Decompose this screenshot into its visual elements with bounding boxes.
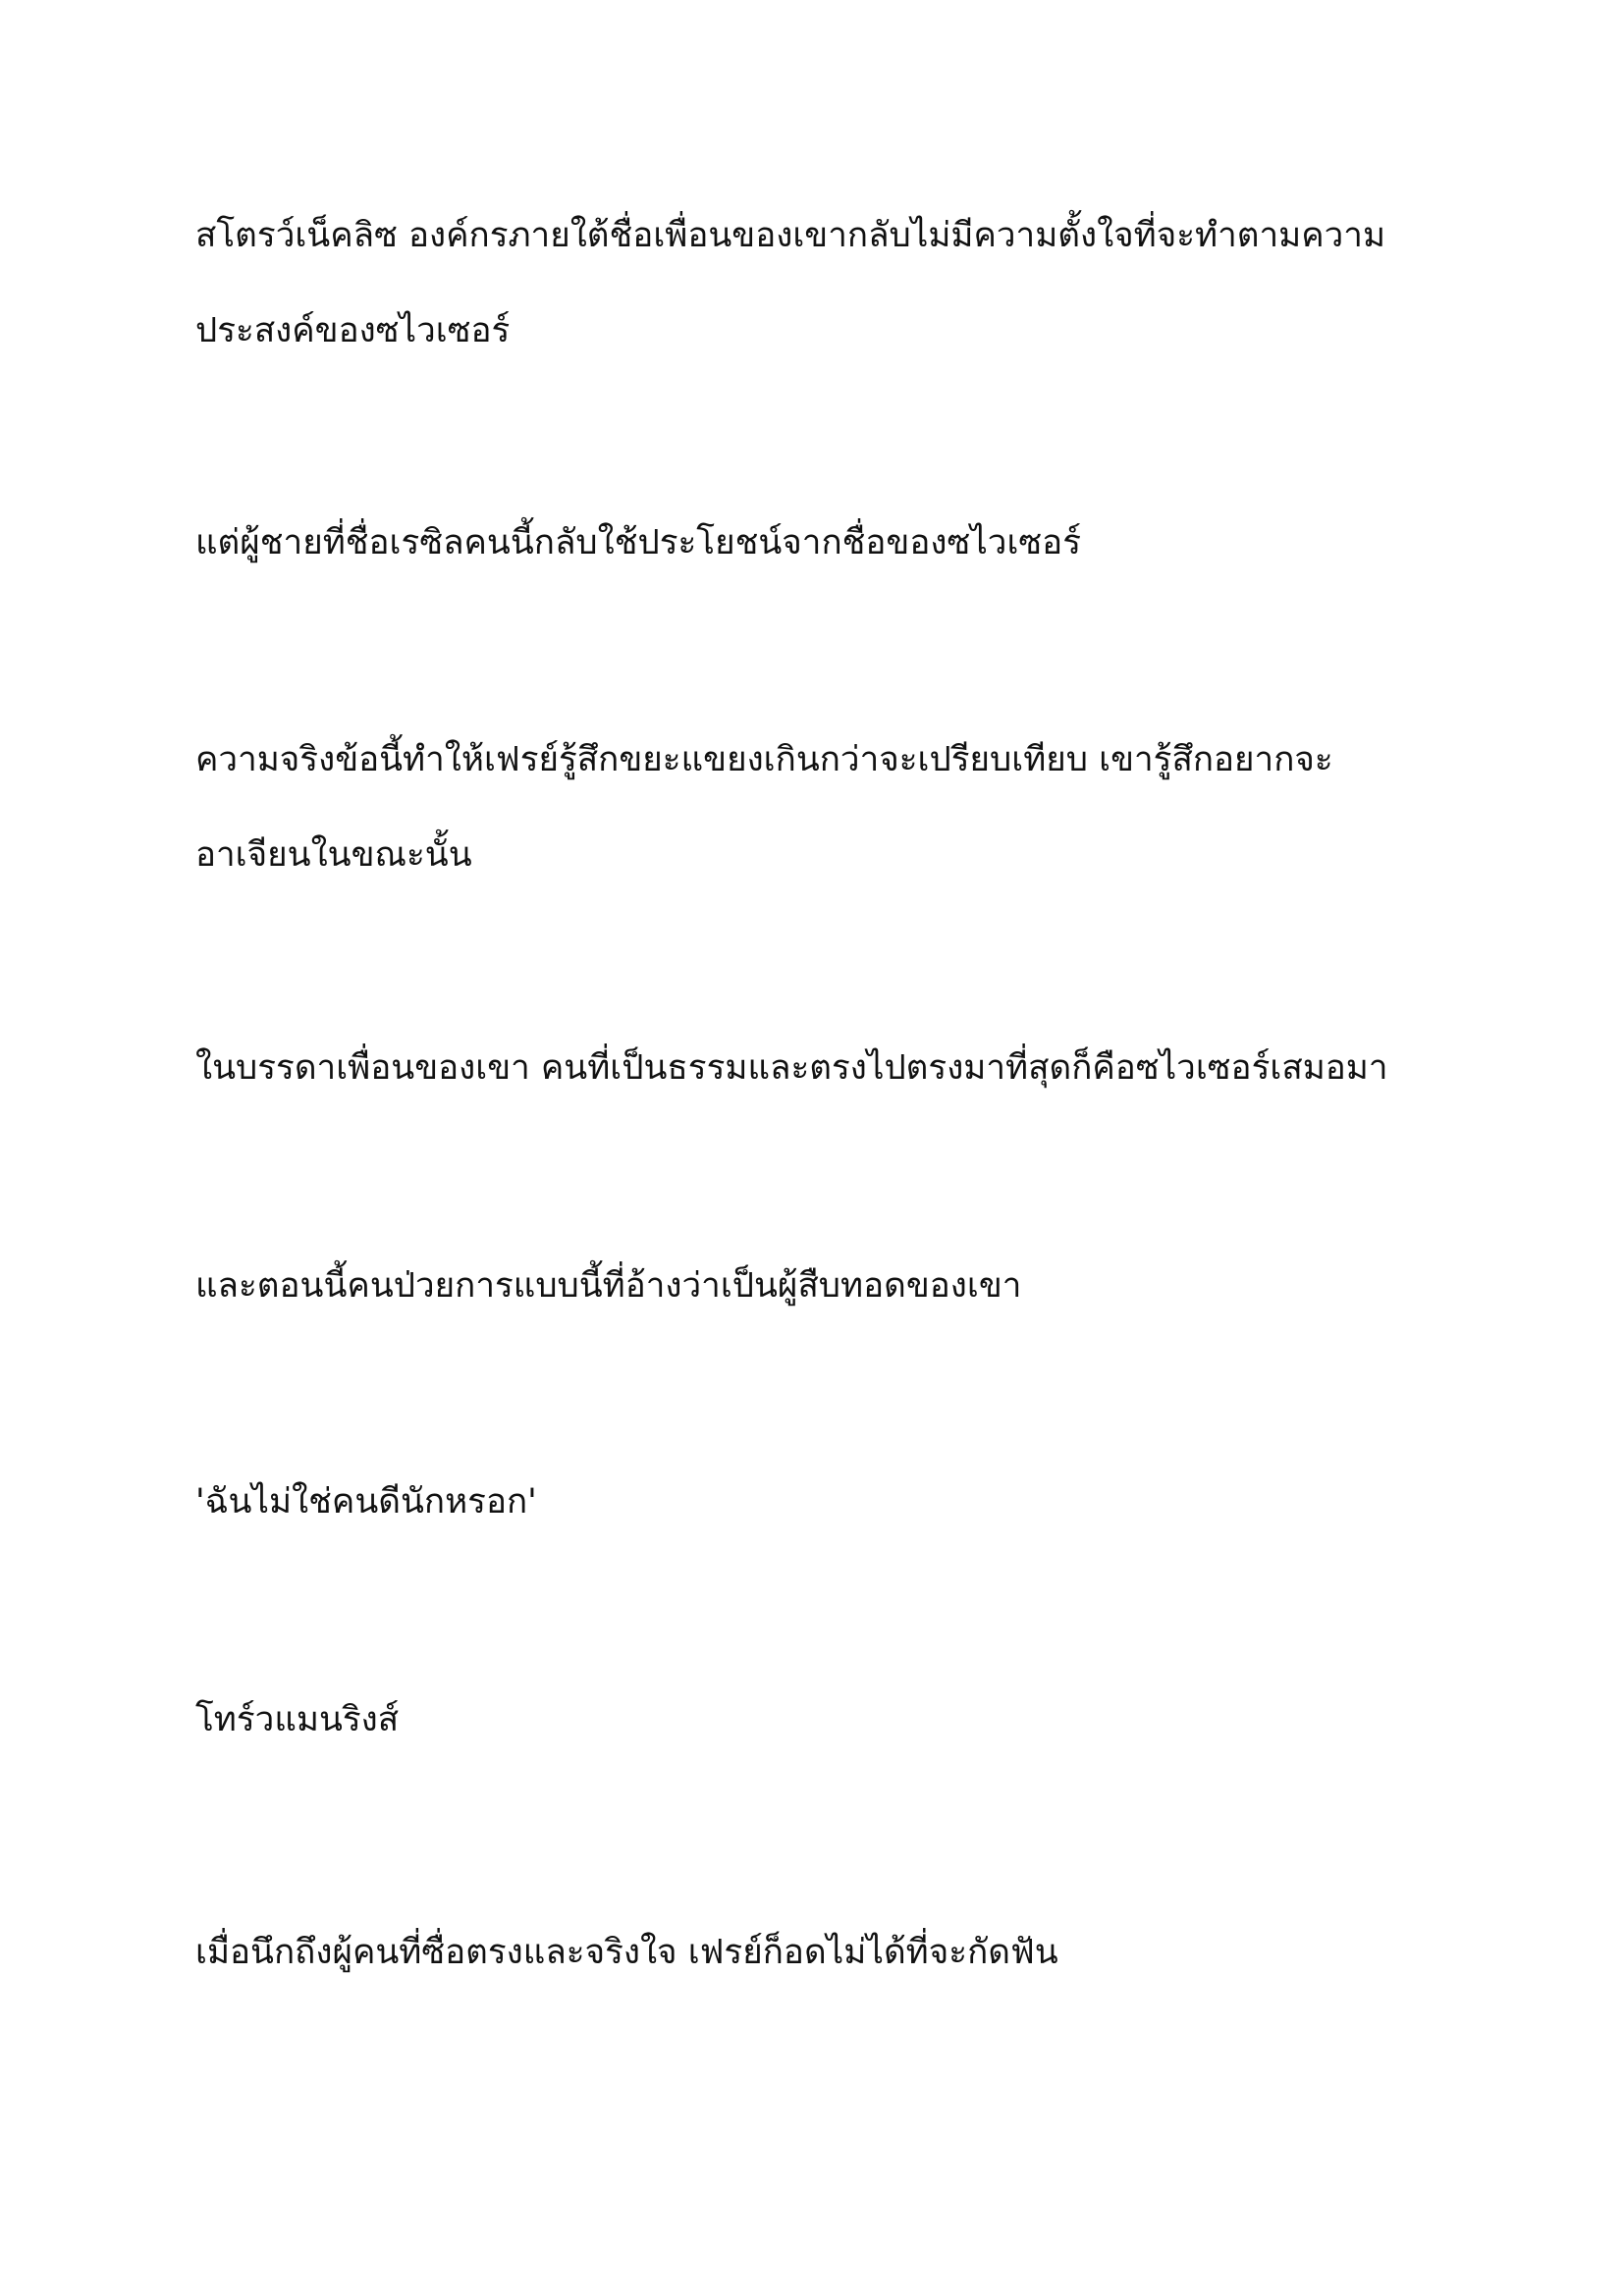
paragraph-8-line-1: เมื่อนึกถึงผู้คนที่ซื่อตรงและจริงใจ เฟรย์ก็อดไม่ได้ที่จะกัดฟัน xyxy=(195,1933,1058,1972)
paragraph-5 xyxy=(195,1239,1433,1334)
paragraph-7 xyxy=(195,1673,1433,1768)
paragraph-2 xyxy=(195,496,1433,591)
paragraph-4 xyxy=(195,1021,1433,1116)
paragraph-3-line-1: ความจริงข้อนี้ทำให้เฟรย์รู้สึกขยะแขยงเกินกว่าจะเปรียบเทียบ เขารู้สึกอยากจะ xyxy=(195,740,1333,779)
paragraph-3-line-2: อาเจียนในขณะนั้น xyxy=(195,835,472,875)
paragraph-1-line-2: ประสงค์ของซไวเซอร์ xyxy=(195,311,511,350)
paragraph-8 xyxy=(195,1905,1433,2001)
paragraph-7-line-1: โทร์วแมนริงส์ xyxy=(195,1700,400,1739)
paragraph-1 xyxy=(195,188,1433,379)
paragraph-2-line-1: แต่ผู้ชายที่ชื่อเรซิลคนนี้กลับใช้ประโยชน์จากชื่อของซไวเซอร์ xyxy=(195,523,1082,562)
paragraph-4-line-1: ในบรรดาเพื่อนของเขา คนที่เป็นธรรมและตรงไปตรงมาที่สุดก็คือซไวเซอร์เสมอมา xyxy=(195,1048,1388,1088)
paragraph-6 xyxy=(195,1455,1433,1550)
paragraph-3 xyxy=(195,713,1433,903)
paragraph-6-line-1: 'ฉันไม่ใช่คนดีนักหรอก' xyxy=(195,1482,537,1522)
paragraph-1-line-1: สโตรว์เน็คลิซ องค์กรภายใต้ชื่อเพื่อนของเขากลับไม่มีความตั้งใจที่จะทำตามความ xyxy=(195,216,1386,255)
paragraph-5-line-1: และตอนนี้คนป่วยการแบบนี้ที่อ้างว่าเป็นผู้สืบทอดของเขา xyxy=(195,1266,1022,1306)
